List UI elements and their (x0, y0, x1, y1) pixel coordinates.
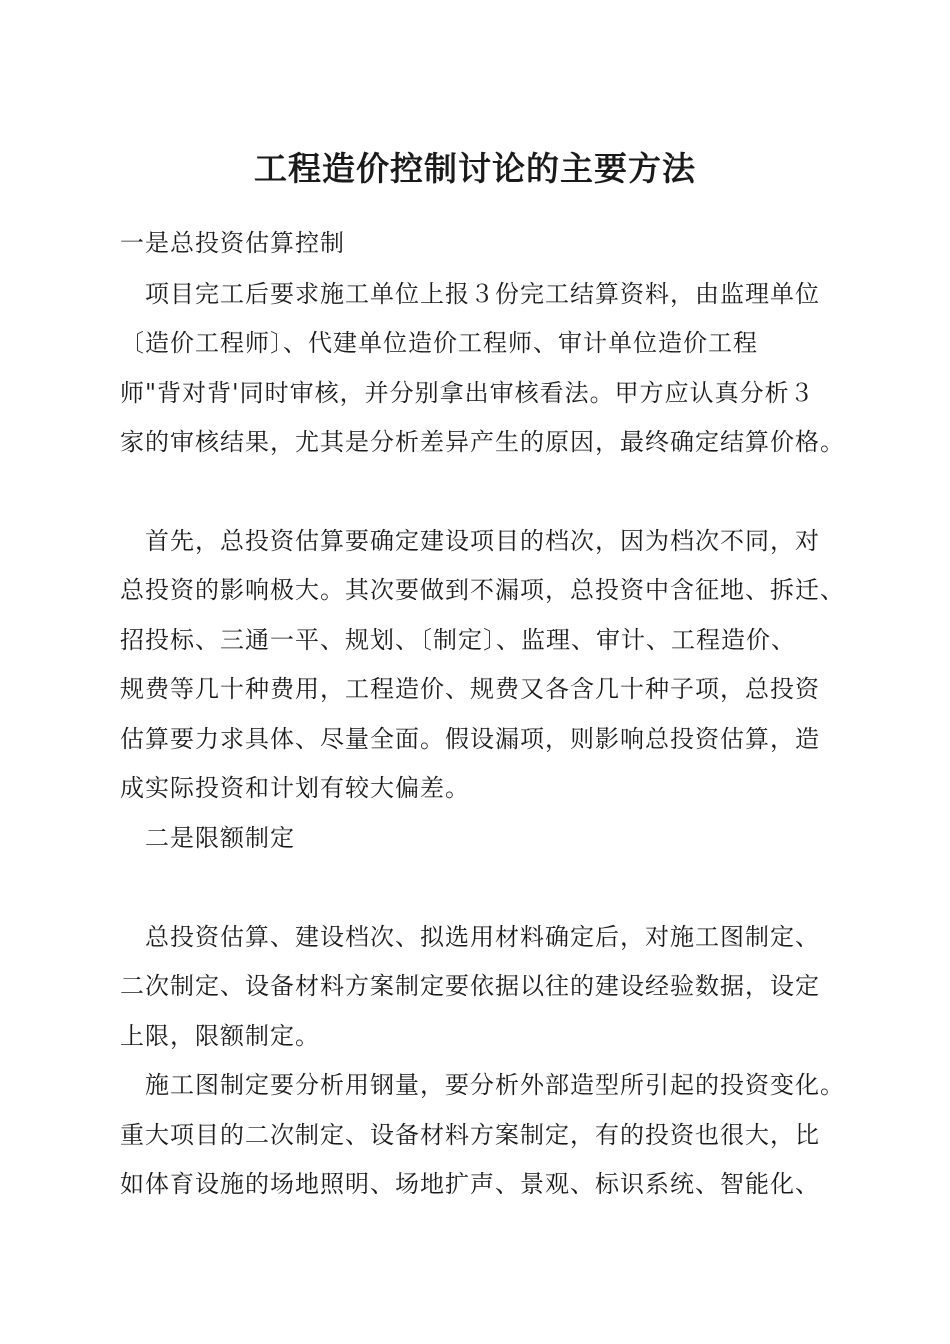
paragraph-line: 重大项目的二次制定、设备材料方案制定，有的投资也很大，比 (120, 1121, 820, 1149)
section-heading: 一是总投资估算控制 (120, 229, 345, 257)
paragraph-line: 总投资的影响极大。其次要做到不漏项，总投资中含征地、拆迁、 (120, 576, 845, 604)
paragraph-line: 二次制定、设备材料方案制定要依据以往的建设经验数据，设定 (120, 972, 820, 1000)
paragraph-line: 〔造价工程师〕、代建单位造价工程师、审计单位造价工程 (120, 329, 758, 357)
paragraph-line: 总投资估算、建设档次、拟选用材料确定后，对施工图制定、 (120, 923, 820, 951)
page-title: 工程造价控制讨论的主要方法 (254, 149, 696, 188)
paragraph-line: 首先，总投资估算要确定建设项目的档次，因为档次不同，对 (120, 527, 820, 555)
paragraph-line: 项目完工后要求施工单位上报３份完工结算资料，由监理单位 (120, 280, 820, 308)
paragraph-line: 上限，限额制定。 (120, 1022, 320, 1050)
paragraph-line: 估算要力求具体、尽量全面。假设漏项，则影响总投资估算，造 (120, 725, 820, 753)
section-heading: 二是限额制定 (120, 824, 295, 852)
paragraph-line: 师"背对背'同时审核，并分别拿出审核看法。甲方应认真分析３ (120, 379, 815, 407)
paragraph-line: 成实际投资和计划有较大偏差。 (120, 774, 470, 802)
paragraph-line: 招投标、三通一平、规划、〔制定〕、监理、审计、工程造价、 (120, 626, 796, 654)
paragraph-line: 施工图制定要分析用钢量，要分析外部造型所引起的投资变化。 (120, 1071, 845, 1099)
paragraph-line: 家的审核结果，尤其是分析差异产生的原因，最终确定结算价格。 (120, 428, 845, 456)
paragraph-line: 如体育设施的场地照明、场地扩声、景观、标识系统、智能化、 (120, 1170, 820, 1198)
paragraph-line: 规费等几十种费用，工程造价、规费又各含几十种子项，总投资 (120, 675, 820, 703)
